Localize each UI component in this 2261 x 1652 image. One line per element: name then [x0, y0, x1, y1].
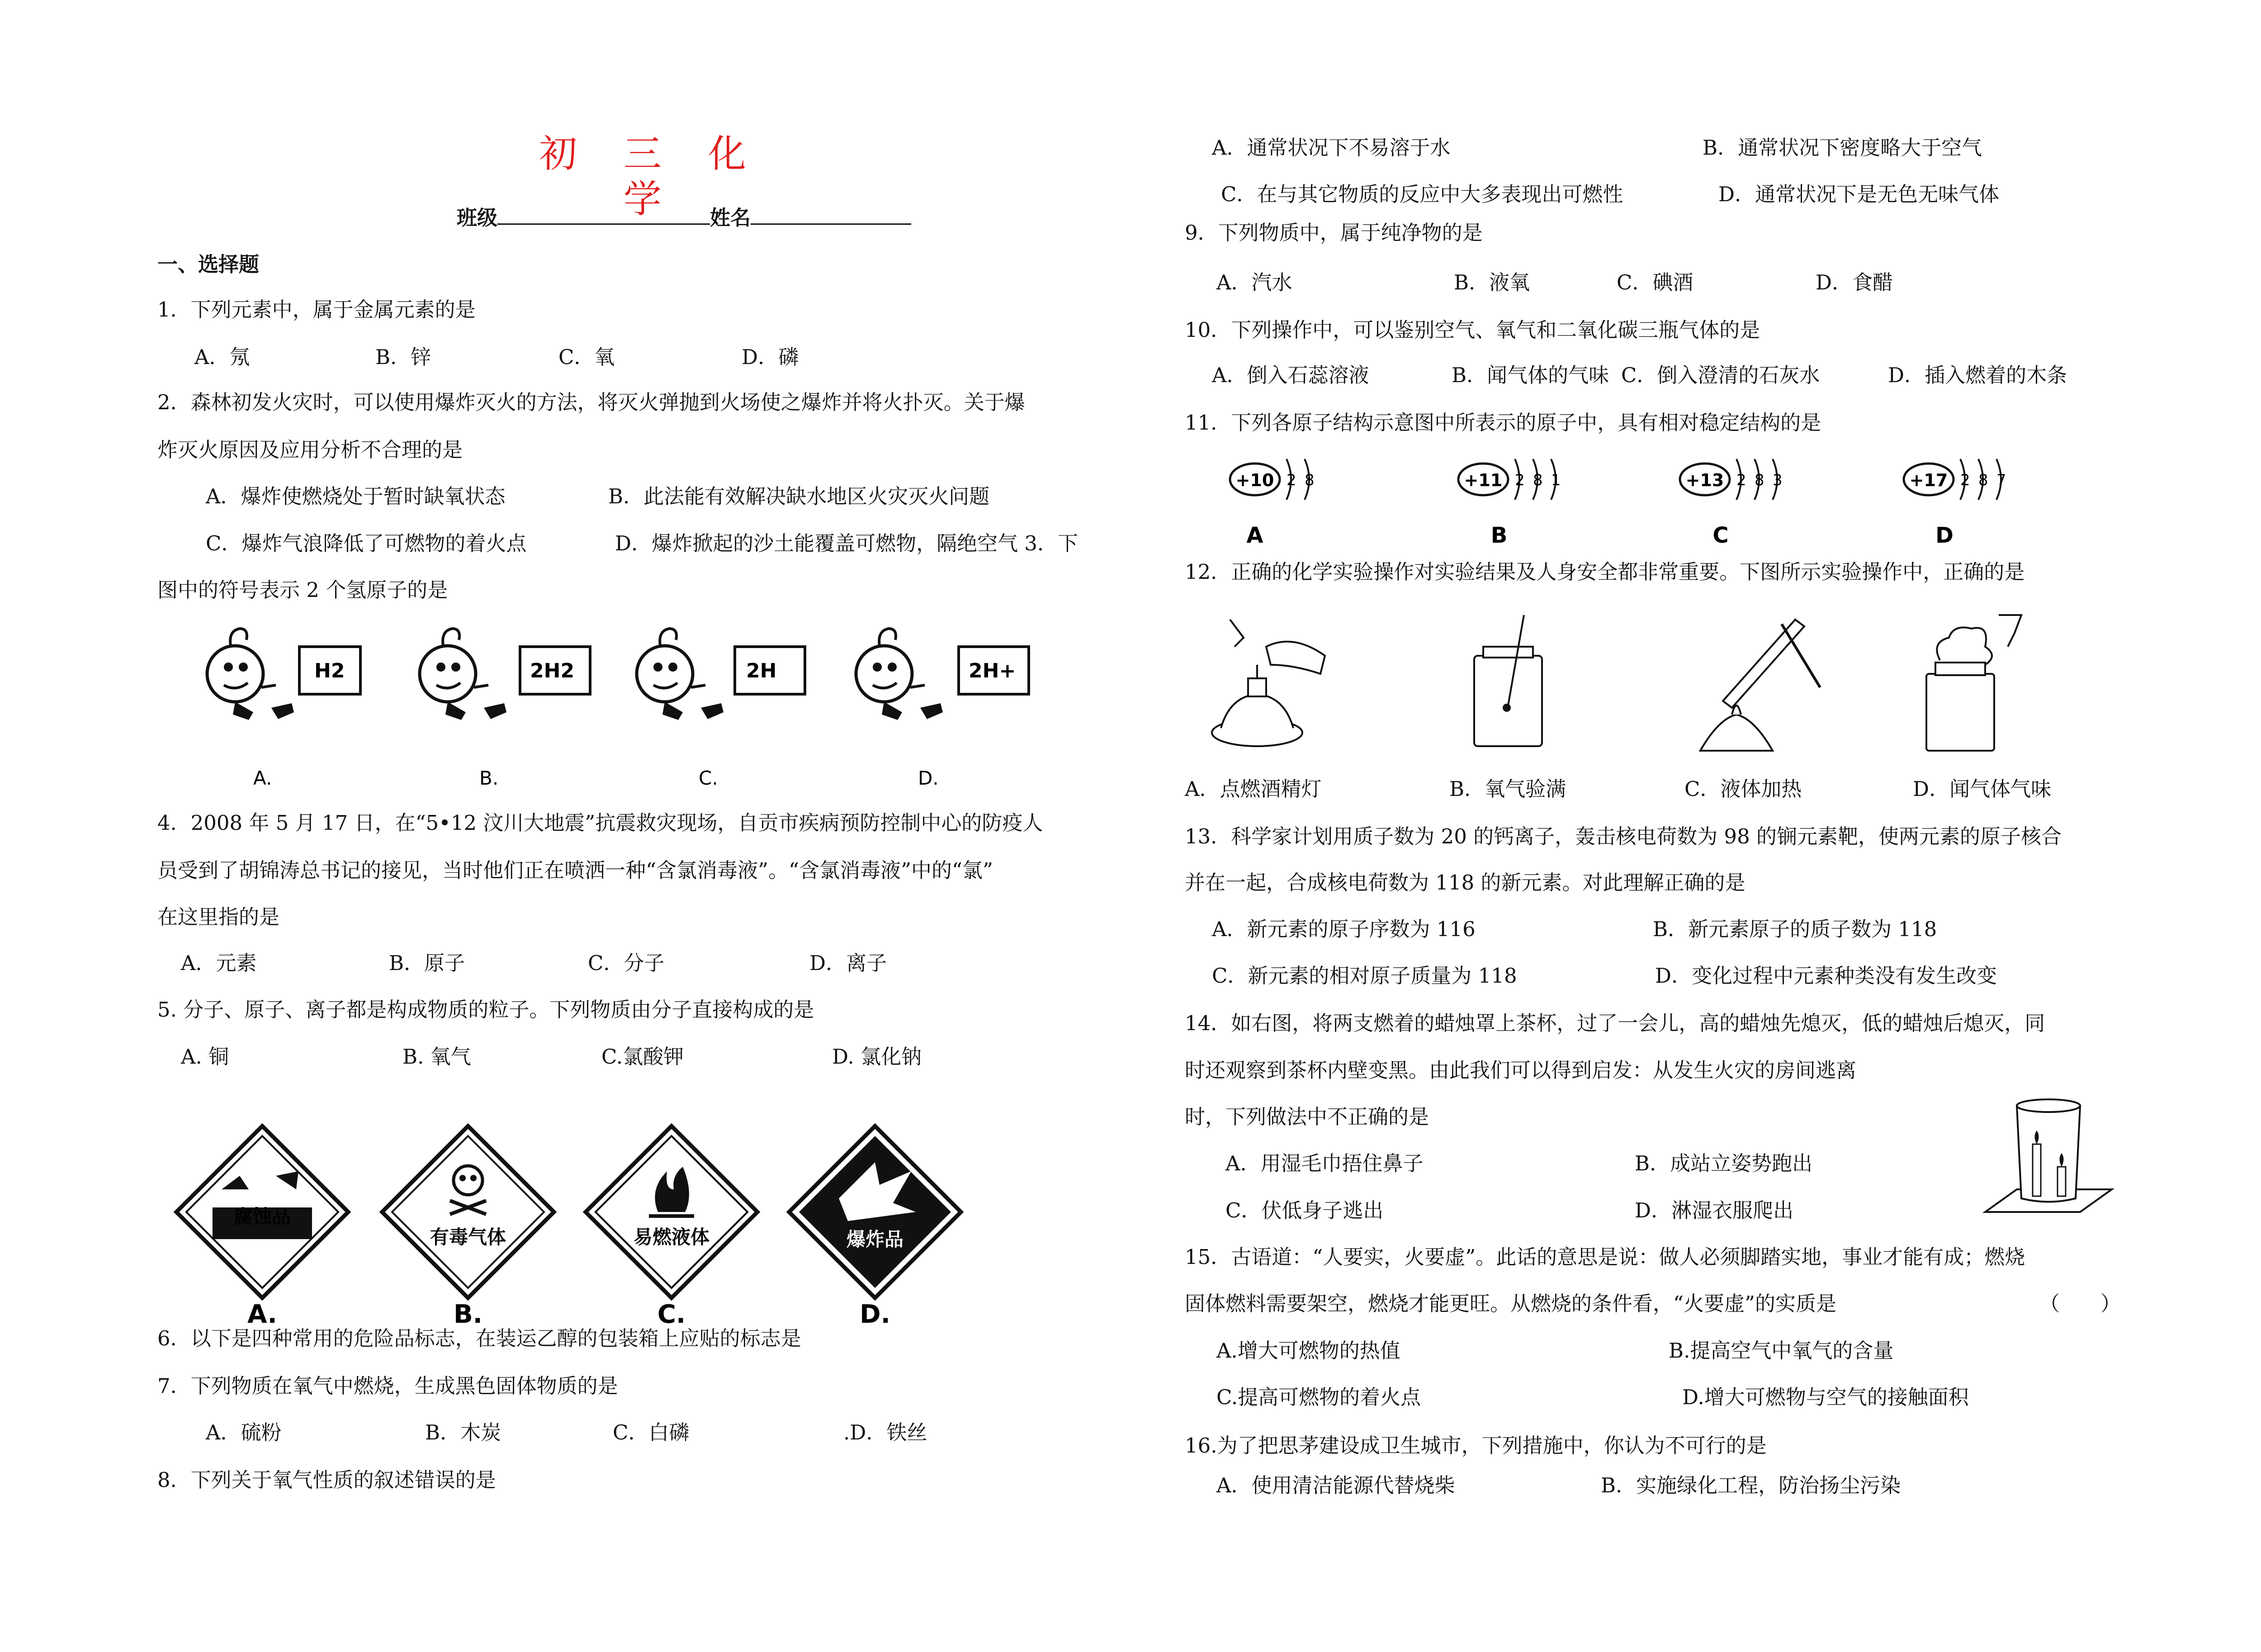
q2-stem-line1: 2．森林初发火灾时，可以使用爆炸灭火的方法，将灭火弹抛到火场使之爆炸并将火扑灭。关于爆 [157, 390, 1025, 414]
q4-stem-line3: 在这里指的是 [157, 905, 280, 929]
atom-c-shell1: 2 [1736, 471, 1746, 489]
q8-option-b[interactable]: B．通常状况下密度略大于空气 [1703, 136, 1982, 160]
q1-option-a[interactable]: A．氖 [194, 345, 250, 369]
q12-option-c[interactable]: C．液体加热 [1684, 777, 1802, 801]
q7-option-c[interactable]: C．白磷 [613, 1420, 690, 1444]
atom-b-shell2: 8 [1533, 471, 1543, 489]
atom-c-nucleus: +13 [1685, 470, 1724, 490]
atom-d-nucleus: +17 [1909, 470, 1948, 490]
atom-diagram-b[interactable] [1458, 459, 1561, 548]
q11-atom-diagrams [1221, 454, 2035, 554]
class-name-line [457, 203, 911, 232]
q4-option-b[interactable]: B．原子 [389, 951, 465, 975]
atom-b-shell1: 2 [1515, 471, 1525, 489]
q8-option-d[interactable]: D．通常状况下是无色无味气体 [1718, 182, 2000, 206]
q12-option-d[interactable]: D．闻气体气味 [1913, 777, 2052, 801]
q13-option-c[interactable]: C．新元素的相对原子质量为 118 [1212, 964, 1517, 988]
atom-b-shell3: 1 [1551, 471, 1561, 489]
q3-figures [194, 624, 1144, 796]
hazard-sign-c[interactable] [586, 1126, 757, 1329]
atom-a-nucleus: +10 [1235, 470, 1274, 490]
q15-stem-line1: 15．古语道：“人要实，火要虚”。此话的意思是说：做人必须脚踏实地，事业才能有成；燃烧 [1185, 1245, 2025, 1269]
hazard-sign-b[interactable] [382, 1126, 554, 1329]
q13-option-a[interactable]: A．新元素的原子序数为 116 [1212, 917, 1476, 941]
q14-option-d[interactable]: D．淋湿衣服爬出 [1635, 1198, 1794, 1222]
q6-hazard-signs [172, 1122, 977, 1330]
q14-option-c[interactable]: C．伏低身子逃出 [1225, 1198, 1384, 1222]
q15-answer-paren[interactable]: （ ） [2039, 1292, 2121, 1316]
q5-option-b[interactable]: B. 氧气 [402, 1045, 471, 1069]
q3-stem: 图中的符号表示 2 个氢原子的是 [157, 578, 448, 602]
q15-option-a[interactable]: A.增大可燃物的热值 [1216, 1339, 1400, 1363]
q3-box-d: 2H+ [969, 659, 1016, 682]
q9-stem: 9．下列物质中，属于纯净物的是 [1185, 221, 1483, 245]
q1-option-d[interactable]: D．磷 [742, 345, 799, 369]
hazard-sign-a[interactable] [176, 1126, 348, 1329]
q6-stem: 6．以下是四种常用的危险品标志，在装运乙醇的包装箱上应贴的标志是 [157, 1326, 801, 1350]
q12-stem: 12．正确的化学实验操作对实验结果及人身安全都非常重要。下图所示实验操作中，正确的是 [1185, 560, 2025, 584]
q15-option-c[interactable]: C.提高可燃物的着火点 [1216, 1385, 1421, 1409]
q15-option-d[interactable]: D.增大可燃物与空气的接触面积 [1682, 1385, 1969, 1409]
q16-option-b[interactable]: B．实施绿化工程，防治扬尘污染 [1601, 1473, 1901, 1497]
q8-option-c[interactable]: C．在与其它物质的反应中大多表现出可燃性 [1221, 182, 1623, 206]
q14-stem-line2: 时还观察到茶杯内壁变黑。由此我们可以得到启发：从发生火灾的房间逃离 [1185, 1058, 1857, 1082]
q8-stem: 8．下列关于氧气性质的叙述错误的是 [157, 1468, 496, 1492]
q14-stem-line3: 时，下列做法中不正确的是 [1185, 1105, 1429, 1129]
q5-option-d[interactable]: D. 氯化钠 [832, 1045, 922, 1069]
q13-stem-line1: 13．科学家计划用质子数为 20 的钙离子，轰击核电荷数为 98 的锎元素靶，使两元素的原子核合 [1185, 824, 2062, 848]
q10-option-d[interactable]: D．插入燃着的木条 [1888, 363, 2067, 387]
q7-stem: 7．下列物质在氧气中燃烧，生成黑色固体物质的是 [157, 1374, 618, 1398]
short-candle-icon [2058, 1167, 2066, 1196]
q3-label-c: C. [699, 767, 718, 789]
q4-option-d[interactable]: D．离子 [809, 951, 887, 975]
page-title: 初 三 化 学 [539, 132, 763, 221]
hazard-label-d: 爆炸品 [846, 1228, 904, 1250]
q1-stem: 1．下列元素中，属于金属元素的是 [157, 298, 476, 322]
class-label: 班级 [457, 206, 498, 230]
skull-icon [454, 1166, 482, 1195]
atom-diagram-a[interactable] [1230, 459, 1315, 548]
atom-diagram-c[interactable] [1680, 459, 1783, 548]
q12-lab-figures [1203, 606, 2071, 760]
q9-option-c[interactable]: C．碘酒 [1617, 270, 1693, 294]
q1-option-c[interactable]: C．氧 [558, 345, 615, 369]
q14-option-a[interactable]: A．用湿毛巾捂住鼻子 [1225, 1151, 1424, 1175]
atom-a-label: A [1246, 523, 1263, 548]
q5-option-c[interactable]: C.氯酸钾 [601, 1045, 684, 1069]
atom-b-nucleus: +11 [1464, 470, 1503, 490]
q11-stem: 11．下列各原子结构示意图中所表示的原子中，具有相对稳定结构的是 [1185, 411, 1821, 435]
q3-box-c: 2H [746, 659, 777, 682]
q6-label-c: C. [657, 1300, 686, 1329]
q15-option-b[interactable]: B.提高空气中氧气的含量 [1669, 1339, 1894, 1363]
q5-option-a[interactable]: A. 铜 [181, 1045, 229, 1069]
q4-stem-line1: 4．2008 年 5 月 17 日，在“5•12 汶川大地震”抗震救灾现场，自贡市疾病预防控制中心的防疫人 [157, 811, 1043, 835]
q7-option-a[interactable]: A．硫粉 [206, 1420, 282, 1444]
lab-figure-gas-jar[interactable] [1474, 615, 1542, 746]
lab-figure-alcohol-lamp[interactable] [1212, 620, 1325, 746]
q3-figure-a[interactable] [207, 629, 360, 720]
q7-option-d[interactable]: .D．铁丝 [843, 1420, 927, 1444]
q2-option-c[interactable]: C．爆炸气浪降低了可燃物的着火点 [206, 531, 527, 555]
hazard-sign-d[interactable] [789, 1126, 961, 1329]
q12-option-a[interactable]: A．点燃酒精灯 [1185, 777, 1322, 801]
q16-option-a[interactable]: A．使用清洁能源代替烧柴 [1216, 1473, 1455, 1497]
atom-d-shell2: 8 [1978, 471, 1988, 489]
hazard-label-a: 腐蚀品 [233, 1206, 291, 1228]
q3-box-a: H2 [314, 659, 345, 682]
q6-label-b: B. [454, 1300, 482, 1329]
q10-option-a[interactable]: A．倒入石蕊溶液 [1212, 363, 1369, 387]
q6-label-d: D. [860, 1300, 890, 1329]
atom-diagram-d[interactable] [1904, 459, 2006, 548]
atom-d-label: D [1935, 523, 1954, 548]
q14-stem-line1: 14．如右图，将两支燃着的蜡烛罩上茶杯，过了一会儿，高的蜡烛先熄灭，低的蜡烛后熄灭，同 [1185, 1011, 2045, 1035]
q9-option-a[interactable]: A．汽水 [1216, 270, 1292, 294]
q3-label-a: A. [253, 767, 272, 789]
q3-label-b: B. [479, 767, 499, 789]
q10-stem: 10．下列操作中，可以鉴别空气、氧气和二氧化碳三瓶气体的是 [1185, 318, 1760, 342]
q14-option-b[interactable]: B．成站立姿势跑出 [1635, 1151, 1813, 1175]
q4-stem-line2: 员受到了胡锦涛总书记的接见，当时他们正在喷洒一种“含氯消毒液”。“含氯消毒液”中的“氯” [157, 858, 993, 882]
q4-option-c[interactable]: C．分子 [588, 951, 665, 975]
q8-option-a[interactable]: A．通常状况下不易溶于水 [1212, 136, 1451, 160]
class-blank[interactable] [497, 203, 710, 225]
atom-a-shell1: 2 [1287, 471, 1296, 489]
atom-a-shell2: 8 [1305, 471, 1315, 489]
lab-figure-smell-gas[interactable] [1926, 615, 2021, 751]
q4-option-a[interactable]: A．元素 [181, 951, 257, 975]
atom-c-shell3: 3 [1773, 471, 1783, 489]
atom-d-shell1: 2 [1960, 471, 1970, 489]
q15-stem-line2: 固体燃料需要架空，燃烧才能更旺。从燃烧的条件看，“火要虚”的实质是 [1185, 1292, 1837, 1316]
q10-option-b[interactable]: B．闻气体的气味 [1452, 363, 1609, 387]
q5-stem: 5. 分子、原子、离子都是构成物质的粒子。下列物质由分子直接构成的是 [157, 998, 814, 1022]
tall-candle-icon [2033, 1144, 2041, 1196]
q9-option-d[interactable]: D．食醋 [1816, 270, 1893, 294]
atom-c-shell2: 8 [1755, 471, 1764, 489]
atom-b-label: B [1490, 523, 1508, 548]
q2-option-d[interactable]: D．爆炸掀起的沙土能覆盖可燃物，隔绝空气 3．下 [615, 531, 1078, 555]
q3-figure-b[interactable] [420, 629, 590, 720]
q2-stem-line2: 炸灭火原因及应用分析不合理的是 [157, 438, 463, 462]
q3-figure-d[interactable] [856, 629, 1029, 720]
q13-option-b[interactable]: B．新元素原子的质子数为 118 [1653, 917, 1937, 941]
q12-option-b[interactable]: B．氧气验满 [1449, 777, 1566, 801]
q16-stem: 16.为了把思茅建设成卫生城市，下列措施中，你认为不可行的是 [1185, 1434, 1767, 1458]
section-heading: 一、选择题 [157, 252, 260, 276]
q3-label-d: D. [918, 767, 939, 789]
q7-option-b[interactable]: B．木炭 [425, 1420, 501, 1444]
name-blank[interactable] [751, 203, 911, 225]
name-label: 姓名 [710, 206, 751, 230]
hazard-label-b: 有毒气体 [430, 1226, 506, 1248]
q2-option-b[interactable]: B．此法能有效解决缺水地区火灾灭火问题 [608, 484, 990, 508]
q13-stem-line2: 并在一起，合成核电荷数为 118 的新元素。对此理解正确的是 [1185, 871, 1745, 895]
q14-candle-cup-figure [1981, 1094, 2116, 1226]
q10-option-c[interactable]: C．倒入澄清的石灰水 [1621, 363, 1820, 387]
atom-c-label: C [1712, 523, 1729, 548]
q13-option-d[interactable]: D．变化过程中元素种类没有发生改变 [1655, 964, 1997, 988]
lab-figure-tube-heating[interactable] [1700, 620, 1820, 751]
q2-option-a[interactable]: A．爆炸使燃烧处于暂时缺氧状态 [206, 484, 506, 508]
q6-label-a: A. [247, 1300, 277, 1329]
q1-option-b[interactable]: B．锌 [375, 345, 431, 369]
q3-figure-c[interactable] [637, 629, 805, 720]
q3-box-b: 2H2 [530, 659, 575, 682]
hazard-label-c: 易燃液体 [633, 1226, 710, 1248]
atom-d-shell3: 7 [1996, 471, 2006, 489]
q9-option-b[interactable]: B．液氧 [1454, 270, 1530, 294]
